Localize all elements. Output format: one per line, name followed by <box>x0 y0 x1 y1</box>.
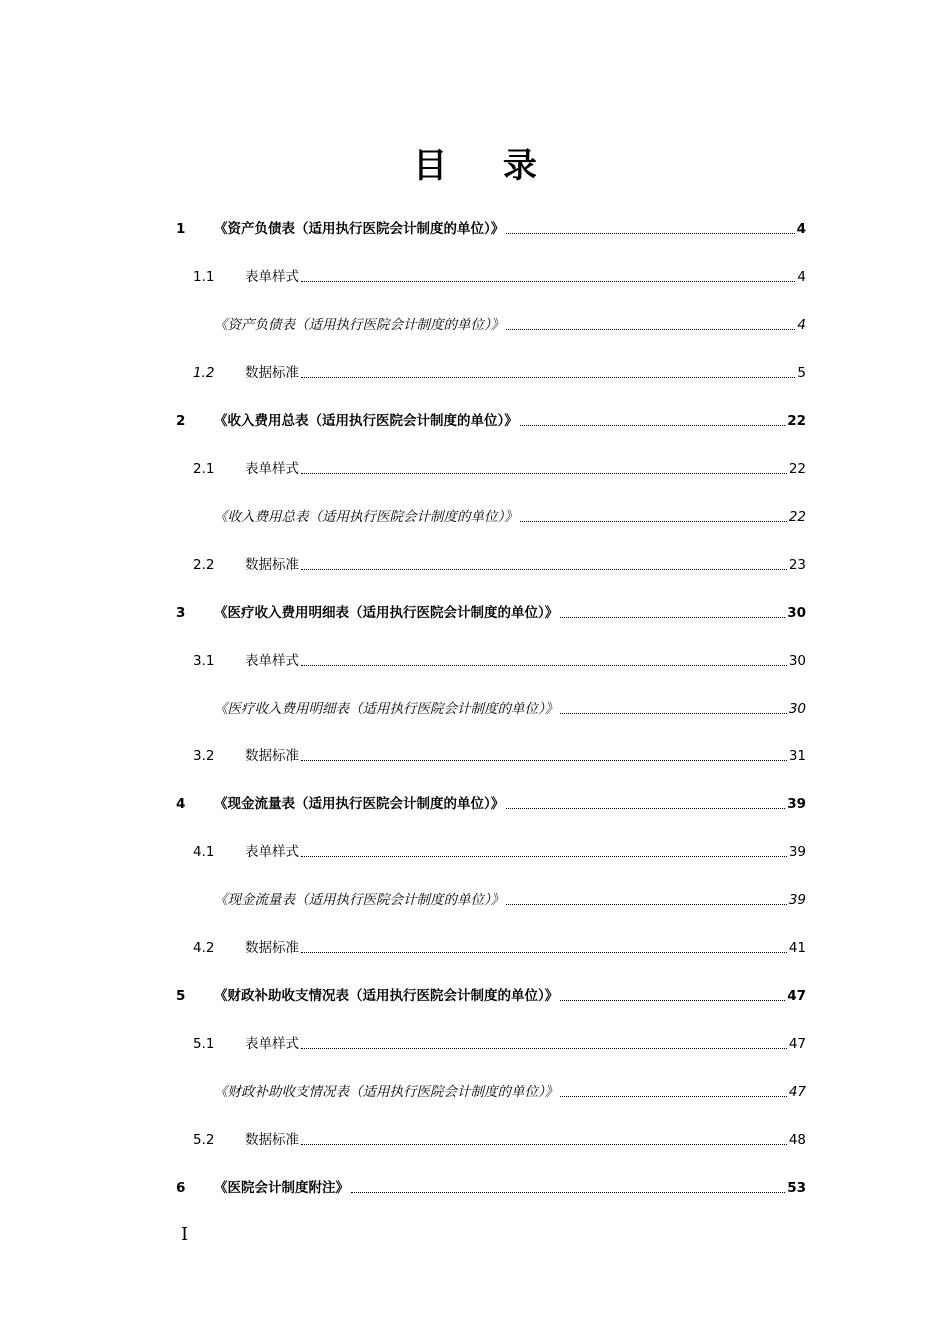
toc-entry-level-2[interactable] <box>0 1032 950 1056</box>
toc-entry-level-3[interactable] <box>0 505 950 529</box>
toc-entry-title: 数据标准 <box>245 365 299 381</box>
toc-entry-number: 3.2 <box>193 748 215 764</box>
toc-entry-level-2[interactable] <box>0 265 950 289</box>
toc-entry-title: 数据标准 <box>245 748 299 764</box>
toc-dot-leader <box>560 1095 787 1097</box>
toc-entry-number: 3 <box>176 605 186 621</box>
toc-dot-leader <box>506 903 787 905</box>
toc-entry-page-number: 39 <box>787 796 806 812</box>
toc-entry-title: 《医疗收入费用明细表（适用执行医院会计制度的单位）》 <box>214 605 559 621</box>
toc-dot-leader <box>520 520 787 522</box>
toc-entry-number: 2.2 <box>193 557 215 573</box>
toc-entry-level-3[interactable] <box>0 313 950 337</box>
toc-entry-level-2[interactable] <box>0 936 950 960</box>
page-number-footer: I <box>181 1224 189 1245</box>
toc-entry-title: 《财政补助收支情况表（适用执行医院会计制度的单位）》 <box>214 988 559 1004</box>
toc-entry-level-1[interactable] <box>0 409 950 433</box>
toc-entry-number: 2 <box>176 413 186 429</box>
toc-entry-level-2[interactable] <box>0 457 950 481</box>
toc-entry-number: 4.2 <box>193 940 215 956</box>
toc-entry-level-2[interactable] <box>0 649 950 673</box>
toc-entry-page-number: 4 <box>797 269 806 285</box>
toc-entry-level-2[interactable] <box>0 553 950 577</box>
toc-entry-level-1[interactable] <box>0 217 950 241</box>
toc-dot-leader <box>301 280 795 282</box>
toc-entry-page-number: 4 <box>797 317 806 333</box>
toc-dot-leader <box>301 472 787 474</box>
toc-entry-title: 《医疗收入费用明细表（适用执行医院会计制度的单位）》 <box>214 701 559 717</box>
toc-dot-leader <box>301 855 787 857</box>
toc-dot-leader <box>301 759 787 761</box>
toc-entry-page-number: 22 <box>788 461 806 477</box>
toc-entry-page-number: 5 <box>797 365 806 381</box>
toc-entry-page-number: 30 <box>788 701 806 717</box>
toc-entry-title: 《现金流量表（适用执行医院会计制度的单位）》 <box>214 796 505 812</box>
toc-dot-leader <box>560 712 787 714</box>
toc-entry-number: 3.1 <box>193 653 215 669</box>
toc-dot-leader <box>506 807 785 809</box>
toc-entry-page-number: 41 <box>788 940 806 956</box>
toc-dot-leader <box>301 1047 787 1049</box>
toc-entry-title: 《现金流量表（适用执行医院会计制度的单位）》 <box>214 892 505 908</box>
toc-entry-page-number: 53 <box>787 1180 806 1196</box>
toc-entry-title: 表单样式 <box>245 844 299 860</box>
toc-entry-level-2[interactable] <box>0 1128 950 1152</box>
toc-entry-number: 5 <box>176 988 186 1004</box>
toc-entry-number: 2.1 <box>193 461 215 477</box>
toc-entry-number: 5.2 <box>193 1132 215 1148</box>
toc-entry-page-number: 47 <box>788 1036 806 1052</box>
toc-entry-page-number: 22 <box>788 509 806 525</box>
toc-entry-level-2[interactable] <box>0 361 950 385</box>
toc-entry-page-number: 23 <box>788 557 806 573</box>
page-title: 目 录 <box>413 146 559 186</box>
toc-entry-level-3[interactable] <box>0 697 950 721</box>
toc-entry-title: 数据标准 <box>245 1132 299 1148</box>
toc-entry-number: 4 <box>176 796 186 812</box>
toc-entry-page-number: 47 <box>787 988 806 1004</box>
toc-entry-level-2[interactable] <box>0 744 950 768</box>
toc-entry-page-number: 47 <box>788 1084 806 1100</box>
toc-dot-leader <box>301 376 795 378</box>
toc-entry-level-1[interactable] <box>0 1176 950 1200</box>
toc-dot-leader <box>520 424 785 426</box>
toc-entry-level-1[interactable] <box>0 984 950 1008</box>
toc-entry-page-number: 4 <box>796 221 806 237</box>
toc-dot-leader <box>560 999 785 1001</box>
toc-entry-page-number: 48 <box>788 1132 806 1148</box>
toc-entry-page-number: 39 <box>788 844 806 860</box>
toc-entry-title: 《收入费用总表（适用执行医院会计制度的单位）》 <box>214 509 518 525</box>
toc-entry-level-1[interactable] <box>0 601 950 625</box>
toc-entry-number: 1.1 <box>193 269 215 285</box>
toc-entry-title: 数据标准 <box>245 940 299 956</box>
toc-entry-page-number: 31 <box>788 748 806 764</box>
toc-entry-number: 6 <box>176 1180 186 1196</box>
toc-dot-leader <box>560 616 785 618</box>
toc-entry-title: 《收入费用总表（适用执行医院会计制度的单位）》 <box>214 413 518 429</box>
toc-entry-title: 数据标准 <box>245 557 299 573</box>
toc-entry-title: 《医院会计制度附注》 <box>214 1180 349 1196</box>
toc-entry-page-number: 39 <box>788 892 806 908</box>
toc-entry-title: 表单样式 <box>245 1036 299 1052</box>
toc-entry-page-number: 30 <box>787 605 806 621</box>
toc-dot-leader <box>301 951 787 953</box>
toc-entry-title: 表单样式 <box>245 461 299 477</box>
toc-entry-number: 5.1 <box>193 1036 215 1052</box>
toc-entry-title: 《资产负债表（适用执行医院会计制度的单位）》 <box>214 221 505 237</box>
toc-entry-number: 4.1 <box>193 844 215 860</box>
toc-dot-leader <box>301 1143 787 1145</box>
toc-entry-title: 表单样式 <box>245 269 299 285</box>
toc-dot-leader <box>351 1191 785 1193</box>
toc-entry-level-2[interactable] <box>0 840 950 864</box>
toc-entry-number: 1 <box>176 221 186 237</box>
toc-entry-number: 1.2 <box>193 365 215 381</box>
toc-entry-title: 《财政补助收支情况表（适用执行医院会计制度的单位）》 <box>214 1084 559 1100</box>
toc-dot-leader <box>301 664 787 666</box>
toc-entry-level-1[interactable] <box>0 792 950 816</box>
toc-entry-page-number: 22 <box>787 413 806 429</box>
toc-dot-leader <box>506 232 795 234</box>
toc-entry-page-number: 30 <box>788 653 806 669</box>
toc-entry-title: 《资产负债表（适用执行医院会计制度的单位）》 <box>214 317 505 333</box>
toc-entry-level-3[interactable] <box>0 888 950 912</box>
toc-dot-leader <box>506 328 795 330</box>
toc-dot-leader <box>301 568 787 570</box>
toc-entry-level-3[interactable] <box>0 1080 950 1104</box>
toc-entry-title: 表单样式 <box>245 653 299 669</box>
